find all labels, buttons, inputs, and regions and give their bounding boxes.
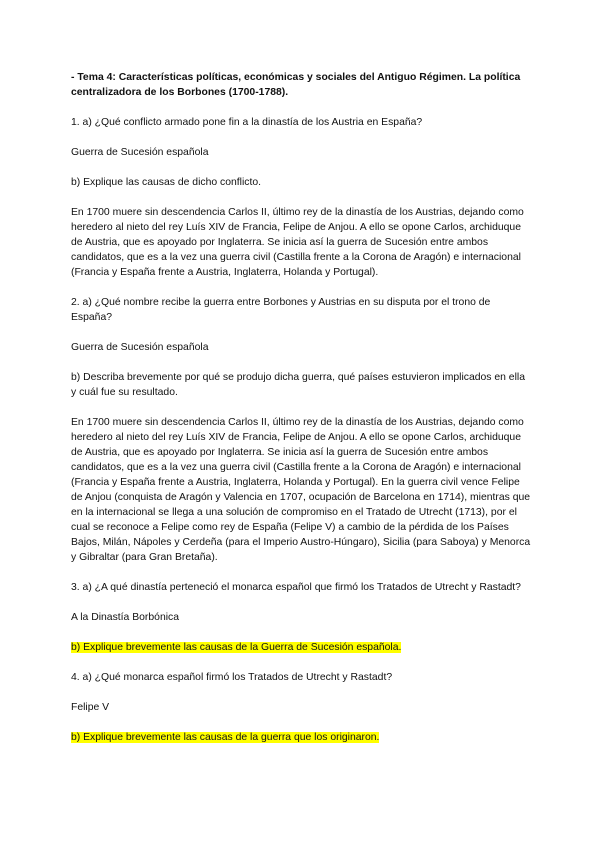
question-1b: b) Explique las causas de dicho conflicto. [71,177,262,188]
question-2b: b) Describa brevemente por qué se produjo dicha guerra, qué países estuvieron implicados en ella y cuál fue su resultado. [71,372,525,398]
question-3a: 3. a) ¿A qué dinastía perteneció el monarca español que firmó los Tratados de Utrecht y Rastadt? [71,582,521,593]
highlight-mark: b) Explique brevemente las causas de la guerra que los originaron. [71,732,380,743]
question-3b-highlighted [71,640,531,655]
answer-2a: Guerra de Sucesión española [71,342,209,353]
document-title: - Tema 4: Características políticas, económicas y sociales del Antiguo Régimen. La política centralizadora de los Borbones (1700-1788). [71,72,521,98]
highlight-mark: b) Explique brevemente las causas de la Guerra de Sucesión española. [71,642,402,653]
answer-2b: En 1700 muere sin descendencia Carlos II, último rey de la dinastía de los Austrias, dejando como heredero al nieto del rey Luís XIV de Francia, Felipe de Anjou. A ello se opone Carlos, archiduque de Austria, que es apoyado por Inglaterra. Se inicia así la guerra de Sucesión entre ambos candidatos, que es a la vez una guerra civil (Castilla frente a la Corona de Aragón) e internacional (Francia y España frente a Austria, Inglaterra, Holanda y Portugal). En la guerra civil vence Felipe de Anjou (conquista de Aragón y Valencia en 1707, ocupación de Barcelona en 1714), mientras que en la internacional se llega a una solución de compromiso en el Tratado de Utrecht (1713), por el cual se reconoce a Felipe como rey de España (Felipe V) a cambio de la pérdida de los Países Bajos, Milán, Nápoles y Cerdeña (para el Imperio Austro-Húngaro), Sicilia (para Saboya) y Menorca y Gibraltar (para Gran Bretaña). [71,417,531,563]
answer-3a: A la Dinastía Borbónica [71,612,180,623]
question-1a: 1. a) ¿Qué conflicto armado pone fin a la dinastía de los Austria en España? [71,117,423,128]
question-4b-highlighted [71,730,531,745]
answer-1a: Guerra de Sucesión española [71,147,209,158]
question-2a: 2. a) ¿Qué nombre recibe la guerra entre Borbones y Austrias en su disputa por el trono de España? [71,297,491,323]
document-page [71,70,531,760]
answer-1b: En 1700 muere sin descendencia Carlos II, último rey de la dinastía de los Austrias, dejando como heredero al nieto del rey Luís XIV de Francia, Felipe de Anjou. A ello se opone Carlos, archiduque de Austria, que es apoyado por Inglaterra. Se inicia así la guerra de Sucesión entre ambos candidatos, que es a la vez una guerra civil (Castilla frente a la Corona de Aragón) e internacional (Francia y España frente a Austria, Inglaterra, Holanda y Portugal). [71,207,524,278]
question-4a: 4. a) ¿Qué monarca español firmó los Tratados de Utrecht y Rastadt? [71,672,393,683]
answer-4a: Felipe V [71,702,110,713]
